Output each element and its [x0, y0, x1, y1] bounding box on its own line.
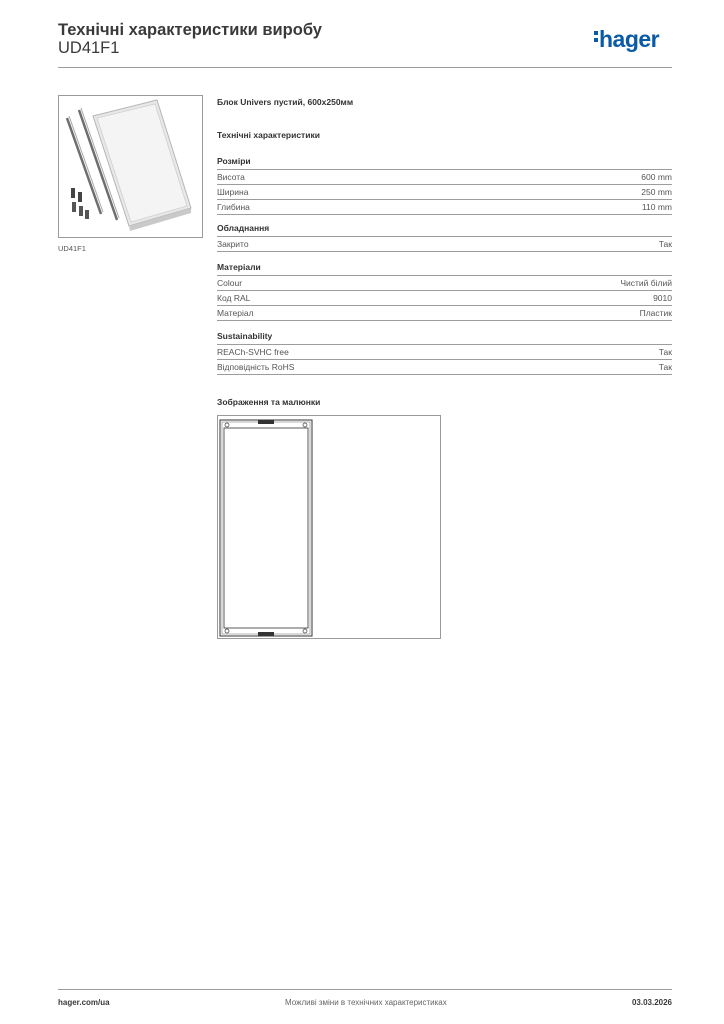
technical-drawing: [217, 415, 441, 639]
hager-logo[interactable]: [594, 28, 659, 51]
tech-specs-heading: Технічні характеристики: [217, 130, 320, 140]
footer-divider: [58, 989, 672, 990]
product-code: UD41F1: [58, 39, 120, 57]
spec-value: 9010: [653, 293, 672, 303]
product-name: Блок Univers пустий, 600x250мм: [217, 97, 354, 107]
photo-caption: UD41F1: [58, 244, 86, 253]
technical-drawing-image: [218, 416, 440, 638]
footer-website-link[interactable]: hager.com/ua: [58, 998, 110, 1007]
spec-value: Так: [658, 362, 672, 372]
product-photo: [58, 95, 203, 238]
spec-row: [217, 237, 672, 252]
spec-label: Відповідність RoHS: [217, 362, 295, 372]
section-title: Матеріали: [217, 262, 672, 276]
spec-label: Код RAL: [217, 293, 251, 303]
spec-row: [217, 306, 672, 321]
section-title: Обладнання: [217, 223, 672, 237]
spec-row: [217, 276, 672, 291]
spec-label: Ширина: [217, 187, 249, 197]
spec-label: Матеріал: [217, 308, 254, 318]
product-photo-image: [59, 96, 202, 237]
header-divider: [58, 67, 672, 68]
spec-row: [217, 200, 672, 215]
footer-note: Можливі зміни в технічних характеристиках: [285, 998, 447, 1007]
spec-value: Так: [658, 347, 672, 357]
spec-value: 110 mm: [641, 202, 672, 212]
logo-text: hager: [599, 26, 660, 52]
spec-value: 250 mm: [641, 187, 672, 197]
spec-value: 600 mm: [641, 172, 672, 182]
section-sustainability: [217, 331, 672, 375]
spec-value: Чистий білий: [620, 278, 672, 288]
spec-row: [217, 185, 672, 200]
spec-label: Закрито: [217, 239, 249, 249]
spec-row: [217, 345, 672, 360]
spec-row: [217, 360, 672, 375]
spec-row: [217, 291, 672, 306]
spec-row: [217, 170, 672, 185]
spec-label: REACh-SVHC free: [217, 347, 289, 357]
spec-value: Так: [658, 239, 672, 249]
section-dimensions: [217, 156, 672, 215]
section-title: Розміри: [217, 156, 672, 170]
spec-value: Пластик: [639, 308, 672, 318]
spec-label: Висота: [217, 172, 245, 182]
section-equipment: [217, 223, 672, 252]
section-materials: [217, 262, 672, 321]
spec-label: Глибина: [217, 202, 250, 212]
page-title: Технічні характеристики виробу: [58, 21, 322, 39]
section-title: Sustainability: [217, 331, 672, 345]
footer-date: 03.03.2026: [631, 998, 672, 1007]
spec-label: Colour: [217, 278, 243, 288]
images-heading: Зображення та малюнки: [217, 397, 321, 407]
